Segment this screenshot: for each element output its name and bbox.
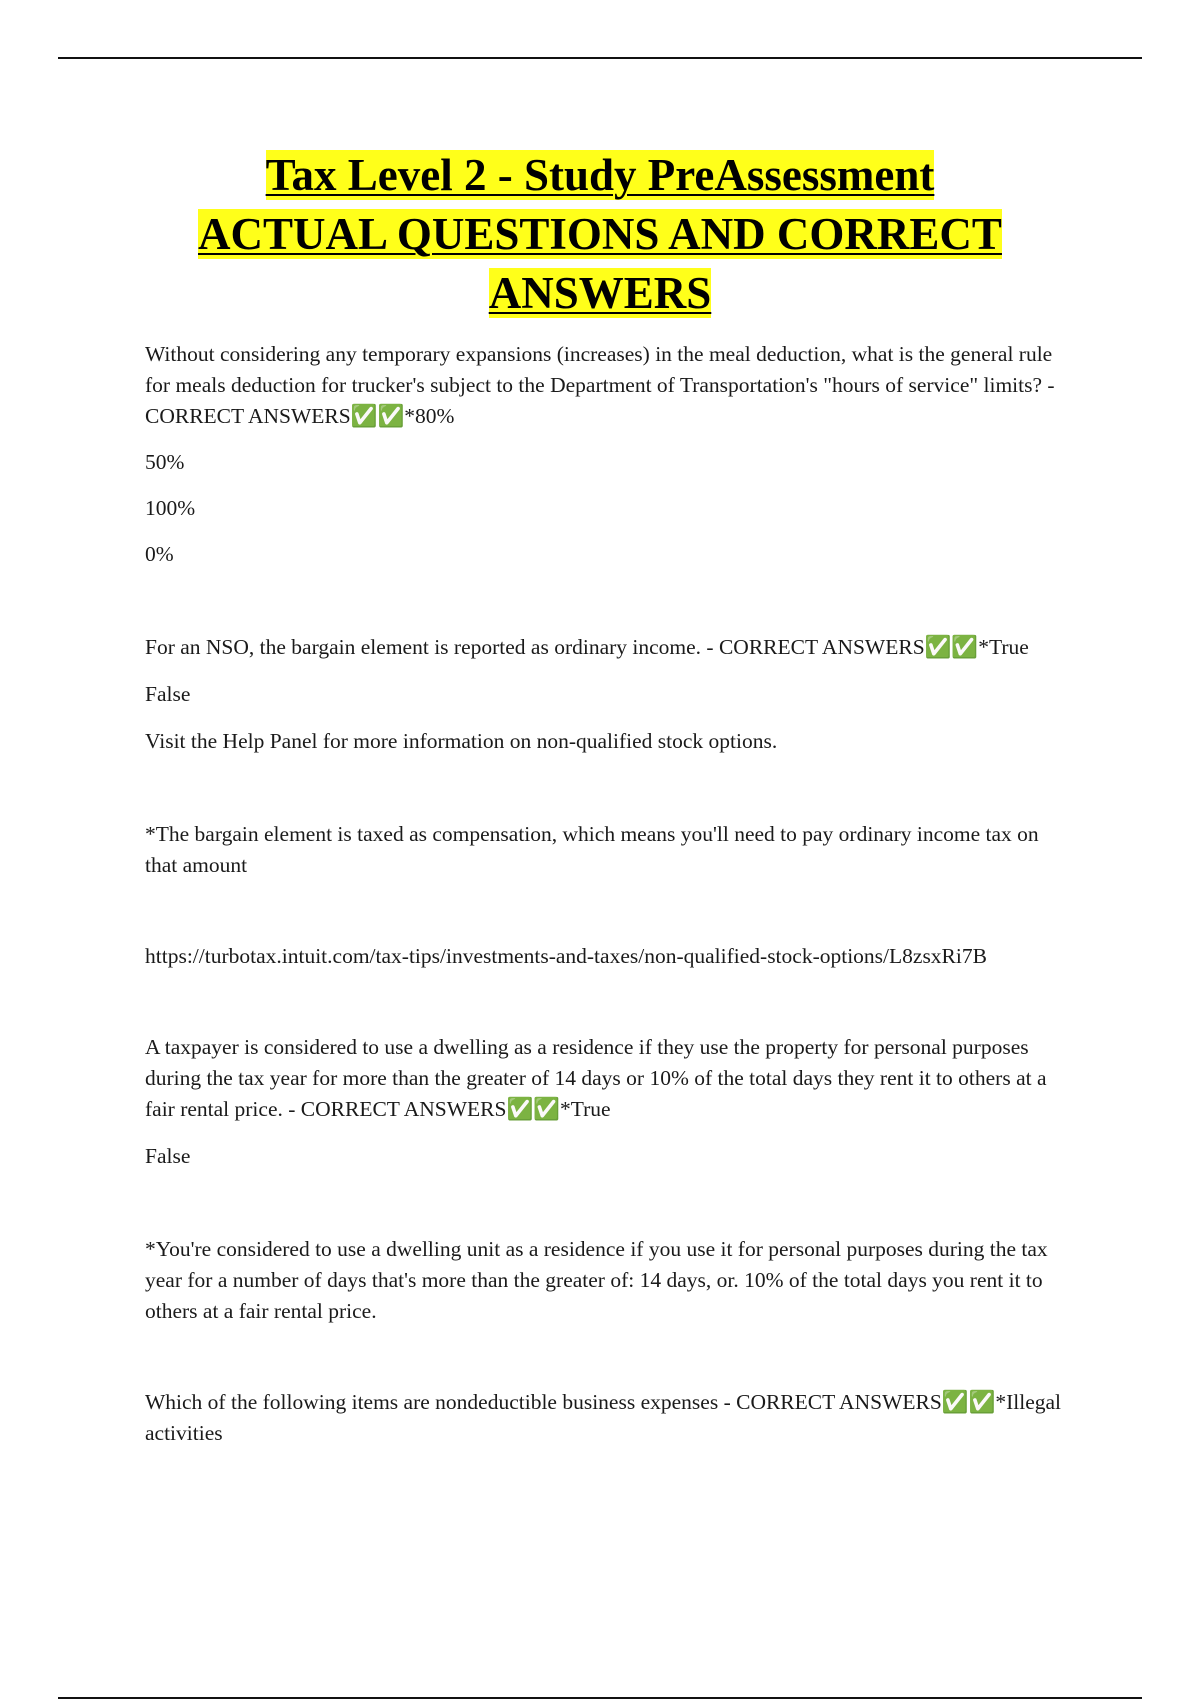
bottom-rule — [58, 1697, 1142, 1699]
explanation-nso: *The bargain element is taxed as compensation, which means you'll need to pay ordinary income tax on that amount — [145, 822, 1039, 877]
question-nondeductible-expenses: Which of the following items are nondeductible business expenses - CORRECT ANSWERS✅✅*Illegal activities — [145, 1390, 1061, 1445]
title-line: Tax Level 2 - Study PreAssessment — [265, 150, 935, 200]
answer-option: False — [145, 1144, 191, 1168]
question-meals-deduction: Without considering any temporary expansions (increases) in the meal deduction, what is the general rule for meals deduction for trucker's subject to the Department of Transportation's "hours of service" limits? - CORRECT ANSWERS✅✅*80% — [145, 342, 1055, 428]
title-line: ACTUAL QUESTIONS AND CORRECT — [198, 209, 1002, 259]
top-rule — [58, 57, 1142, 59]
question-nso-bargain-element: For an NSO, the bargain element is reported as ordinary income. - CORRECT ANSWERS✅✅*True — [145, 635, 1029, 659]
document-body — [145, 339, 1065, 1449]
explanation-dwelling: *You're considered to use a dwelling unit as a residence if you use it for personal purposes during the tax year for a number of days that's more than the greater of: 14 days, or. 10% of the total days you rent it to others at a fair rental price. — [145, 1237, 1048, 1323]
answer-option: 0% — [145, 542, 174, 566]
help-note: Visit the Help Panel for more information on non-qualified stock options. — [145, 729, 778, 753]
question-dwelling-residence: A taxpayer is considered to use a dwelling as a residence if they use the property for personal purposes during the tax year for more than the greater of 14 days or 10% of the total days they rent it to others at a fair rental price. - CORRECT ANSWERS✅✅*True — [145, 1035, 1047, 1121]
title-line: ANSWERS — [488, 268, 712, 318]
document-title — [100, 146, 1100, 323]
reference-link[interactable]: https://turbotax.intuit.com/tax-tips/investments-and-taxes/non-qualified-stock-options/L8zsxRi7B — [145, 944, 987, 968]
answer-option: False — [145, 682, 191, 706]
answer-option: 50% — [145, 450, 185, 474]
answer-option: 100% — [145, 496, 196, 520]
